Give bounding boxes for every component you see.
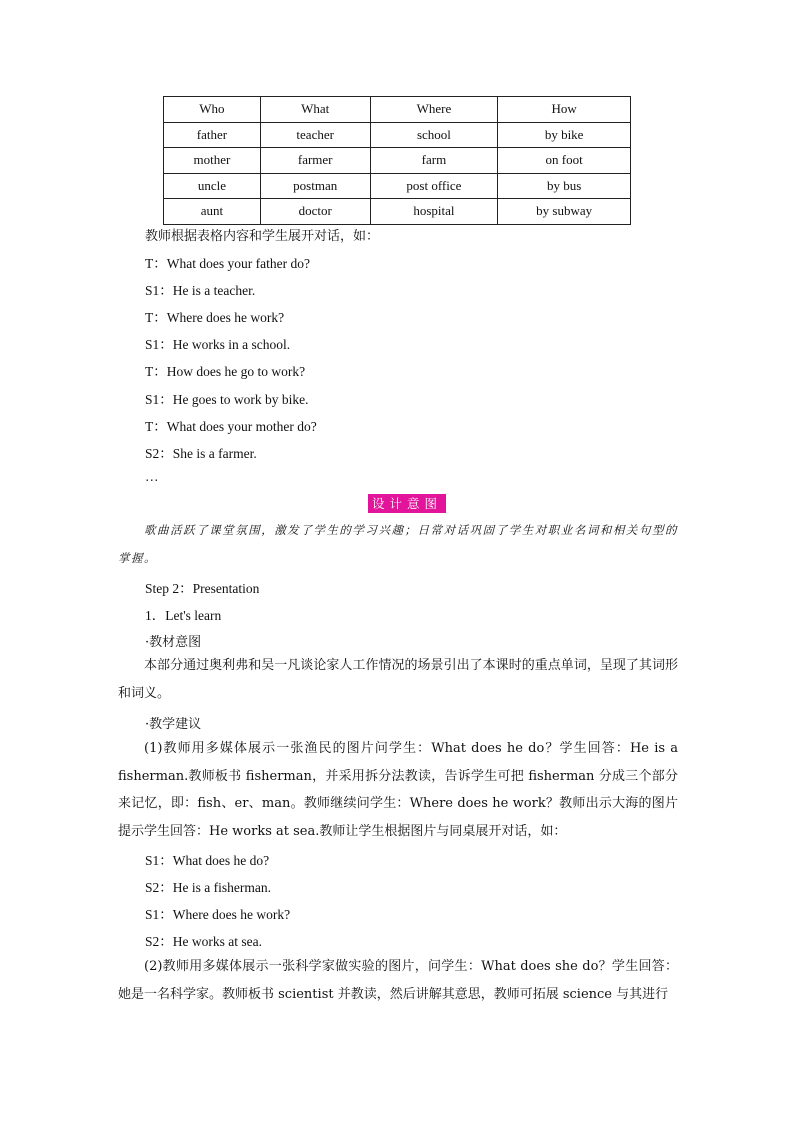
table-cell: doctor	[260, 199, 370, 225]
table-row	[164, 173, 631, 199]
dialog-line: T：What does your mother do?	[145, 419, 317, 434]
table-cell: teacher	[260, 122, 370, 148]
table-cell: farm	[370, 148, 498, 174]
teaching-advice-title: ·教学建议	[145, 717, 202, 732]
advice-paragraph-1-body: (1)教师用多媒体展示一张渔民的图片问学生：What does he do？学生回答：He is a fisherman.教师板书 fisherman，并采用拆分法教读，告诉学生可把 fisherman 分成三个部分来记忆，即：fish、er、man。教师继续问学生：Where does he work？教师出示大海的图片提示学生回答：He works at sea.教师让学生根据图片与同桌展开对话，如：	[118, 741, 678, 839]
dialog-ellipsis: …	[145, 469, 159, 484]
dialog-line: S1：Where does he work?	[145, 907, 291, 922]
table-row	[164, 122, 631, 148]
dialog-line: S2：She is a farmer.	[145, 446, 257, 461]
advice-paragraph-1	[118, 735, 678, 845]
dialog-line: S1：He is a teacher.	[145, 283, 256, 298]
dialog-line: S1：He works in a school.	[145, 337, 291, 352]
dialog-line: S2：He is a fisherman.	[145, 880, 271, 895]
dialog-line: T：Where does he work?	[145, 310, 285, 325]
table-cell: farmer	[260, 148, 370, 174]
dialog-line: T：What does your father do?	[145, 256, 310, 271]
table-row	[164, 199, 631, 225]
dialog-line: S2：He works at sea.	[145, 934, 262, 949]
dialog-line: S1：He goes to work by bike.	[145, 392, 309, 407]
design-intent-text	[118, 517, 678, 572]
job-table	[163, 96, 631, 225]
header-who: Who	[164, 97, 261, 123]
step2-heading: Step 2：Presentation	[145, 581, 260, 596]
design-intent-badge: 设计意图	[368, 494, 446, 513]
table-cell: postman	[260, 173, 370, 199]
design-intent-body: 歌曲活跃了课堂氛围，激发了学生的学习兴趣；日常对话巩固了学生对职业名词和相关句型的掌握。	[118, 523, 678, 565]
dialog-line: S1：What does he do?	[145, 853, 270, 868]
material-intent-body: 本部分通过奥利弗和吴一凡谈论家人工作情况的场景引出了本课时的重点单词，呈现了其词形和词义。	[118, 658, 678, 701]
table-cell: school	[370, 122, 498, 148]
advice-paragraph-2-body: (2)教师用多媒体展示一张科学家做实验的图片，问学生：What does she do？学生回答：她是一名科学家。教师板书 scientist 并教读，然后讲解其意思，教师可拓展 science 与其进行	[118, 959, 678, 1002]
header-where: Where	[370, 97, 498, 123]
table-header-row	[164, 97, 631, 123]
dialog-line: T：How does he go to work?	[145, 364, 306, 379]
table-cell: father	[164, 122, 261, 148]
table-cell: hospital	[370, 199, 498, 225]
advice-paragraph-2	[118, 953, 678, 1008]
material-intent-text	[118, 652, 678, 707]
table-cell: mother	[164, 148, 261, 174]
table-cell: by subway	[498, 199, 631, 225]
table-cell: post office	[370, 173, 498, 199]
table-cell: by bus	[498, 173, 631, 199]
material-intent-title: ·教材意图	[145, 635, 202, 650]
table-cell: by bike	[498, 122, 631, 148]
lets-learn-heading: 1．Let's learn	[145, 608, 222, 623]
table-cell: aunt	[164, 199, 261, 225]
header-what: What	[260, 97, 370, 123]
dialog-intro: 教师根据表格内容和学生展开对话，如：	[145, 229, 380, 244]
table-cell: on foot	[498, 148, 631, 174]
table-row	[164, 148, 631, 174]
header-how: How	[498, 97, 631, 123]
table-cell: uncle	[164, 173, 261, 199]
